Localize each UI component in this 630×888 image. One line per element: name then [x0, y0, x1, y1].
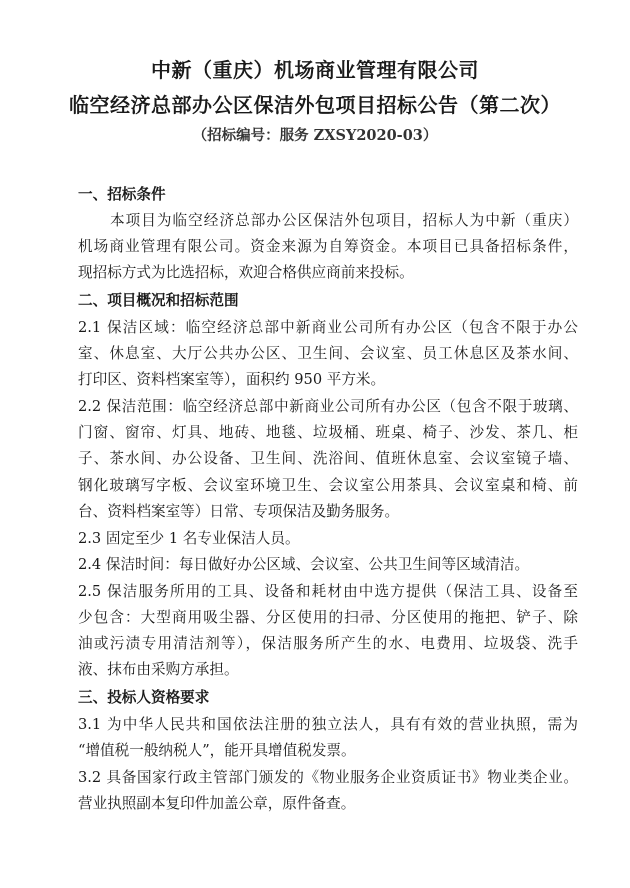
- paragraph-line: 少包含：大型商用吸尘器、分区使用的扫帚、分区使用的拖把、铲子、除: [78, 609, 578, 626]
- paragraph-line: 2.5 保洁服务所用的工具、设备和耗材由中选方提供（保洁工具、设备至: [78, 583, 578, 600]
- paragraph-line: 营业执照副本复印件加盖公章，原件备查。: [78, 795, 356, 812]
- paragraph-line: 子、茶水间、办公设备、卫生间、洗浴间、值班休息室、会议室镜子墙、: [78, 450, 578, 467]
- paragraph-line: 2.1 保洁区域：临空经济总部中新商业公司所有办公区（包含不限于办公: [78, 319, 578, 336]
- section-heading-2: 二、项目概况和招标范围: [78, 292, 239, 309]
- paragraph-line: 钢化玻璃写字板、会议室环境卫生、会议室公用茶具、会议室桌和椅、前: [78, 477, 578, 494]
- paragraph-line: 台、资料档案室等）日常、专项保洁及勤务服务。: [78, 503, 400, 520]
- paragraph-line: 2.4 保洁时间：每日做好办公区域、会议室、公共卫生间等区域清洁。: [78, 556, 530, 573]
- section-heading-1: 一、招标条件: [78, 186, 166, 203]
- announcement-title: 临空经济总部办公区保洁外包项目招标公告（第二次）: [69, 93, 561, 117]
- paragraph-line: 2.3 固定至少 1 名专业保洁人员。: [78, 530, 300, 547]
- company-name: 中新（重庆）机场商业管理有限公司: [151, 58, 479, 82]
- paragraph-line: “增值税一般纳税人”，能开具增值税发票。: [78, 742, 356, 759]
- paragraph-line: 2.2 保洁范围：临空经济总部中新商业公司所有办公区（包含不限于玻璃、: [78, 398, 578, 415]
- paragraph-line: 3.1 为中华人民共和国依法注册的独立法人，具有有效的营业执照，需为: [78, 716, 578, 733]
- paragraph-line: 门窗、窗帘、灯具、地砖、地毯、垃圾桶、班桌、椅子、沙发、茶几、柜: [78, 424, 578, 441]
- paragraph-line: 油或污渍专用清洁剂等），保洁服务所产生的水、电费用、垃圾袋、洗手: [78, 635, 578, 652]
- paragraph-line: 本项目为临空经济总部办公区保洁外包项目，招标人为中新（重庆）: [110, 212, 578, 229]
- paragraph-line: 3.2 具备国家行政主管部门颁发的《物业服务企业资质证书》物业类企业。: [78, 769, 578, 786]
- tender-code: （招标编号：服务 ZXSY2020-03）: [192, 127, 438, 144]
- paragraph-line: 打印区、资料档案室等），面积约 950 平方米。: [78, 371, 386, 388]
- paragraph-line: 室、休息室、大厅公共办公区、卫生间、会议室、员工休息区及茶水间、: [78, 345, 578, 362]
- paragraph-line: 液、抹布由采购方承担。: [78, 661, 239, 678]
- paragraph-line: 现招标方式为比选招标，欢迎合格供应商前来投标。: [78, 264, 414, 281]
- paragraph-line: 机场商业管理有限公司。资金来源为自筹资金。本项目已具备招标条件，: [78, 238, 578, 255]
- section-heading-3: 三、投标人资格要求: [78, 689, 210, 706]
